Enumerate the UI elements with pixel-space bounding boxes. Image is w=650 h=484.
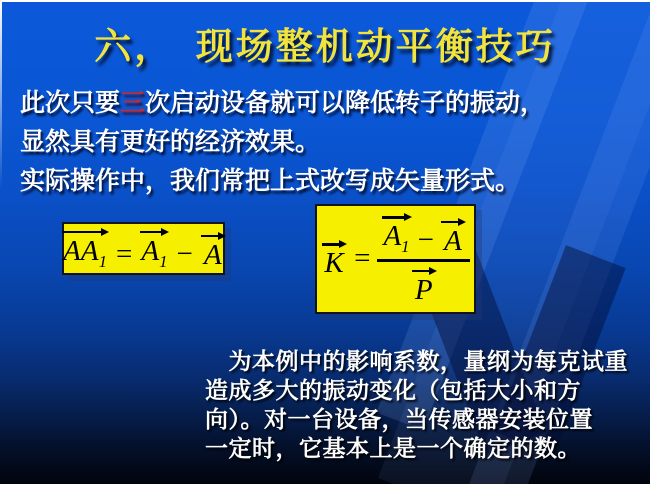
vector-K-symbol: K	[324, 247, 344, 280]
note-line-2: 造成多大的振动变化（包括大小和方	[205, 377, 581, 403]
vector-arrow-icon	[440, 217, 466, 226]
intro-line-2: 显然具有更好的经济效果。	[20, 128, 321, 156]
vector-A1	[381, 212, 411, 256]
formula-box-2	[315, 204, 476, 314]
vector-AA1	[61, 227, 109, 271]
vector-arrow-icon	[381, 212, 411, 221]
vector-K	[321, 239, 347, 278]
highlight-three: 三	[120, 89, 146, 117]
symbol-AA: AA	[63, 234, 99, 267]
vector-A	[440, 217, 466, 256]
symbol-A: A	[383, 220, 402, 253]
vector-A1	[139, 227, 169, 271]
equals-sign: =	[116, 237, 133, 270]
formula-2	[321, 212, 470, 305]
intro-line-3: 实际操作中，我们常把上式改写成矢量形式。	[20, 167, 521, 195]
note-line-1: 为本例中的影响系数，量纲为每克试重	[205, 348, 628, 374]
formula-box-1	[62, 222, 225, 275]
vector-AA1-symbol	[61, 236, 109, 271]
minus-sign: −	[176, 237, 193, 270]
note-paragraph	[205, 347, 628, 463]
vector-A-symbol: A	[203, 238, 222, 271]
symbol-A: A	[141, 234, 160, 267]
minus-sign: −	[417, 223, 434, 256]
vector-A1-symbol	[139, 236, 169, 271]
vector-arrow-icon	[61, 227, 109, 236]
vector-arrow-icon	[411, 266, 437, 275]
vector-arrow-icon	[321, 239, 347, 248]
vector-P-symbol: P	[414, 274, 433, 307]
subscript-1: 1	[401, 237, 410, 257]
fraction-numerator	[377, 212, 469, 256]
vector-A1-symbol	[381, 221, 411, 256]
intro-paragraph	[20, 84, 545, 201]
subscript-1: 1	[98, 251, 107, 271]
vector-A-symbol: A	[444, 224, 462, 257]
slide-title: 六， 现场整机动平衡技巧	[94, 26, 556, 67]
intro-line-1-pre: 此次只要	[20, 89, 121, 117]
vector-arrow-icon	[139, 227, 169, 236]
frame-edge-top	[0, 0, 650, 2]
intro-line-1-post: 次启动设备就可以降低转子的振动，	[145, 89, 546, 117]
fraction	[377, 212, 469, 305]
formula-1	[61, 227, 226, 271]
frame-edge-left	[0, 0, 2, 190]
vector-arrow-icon	[200, 231, 226, 240]
fraction-denominator	[407, 266, 441, 305]
fraction-bar	[377, 259, 469, 262]
note-line-4: 一定时，它基本上是一个确定的数。	[205, 435, 581, 461]
vector-P	[411, 266, 437, 305]
intro-line-1	[20, 84, 545, 123]
equals-sign: =	[354, 242, 371, 275]
subscript-1: 1	[159, 251, 168, 271]
vector-A	[200, 231, 226, 270]
note-line-3: 向）。对一台设备，当传感器安装位置	[205, 406, 593, 432]
